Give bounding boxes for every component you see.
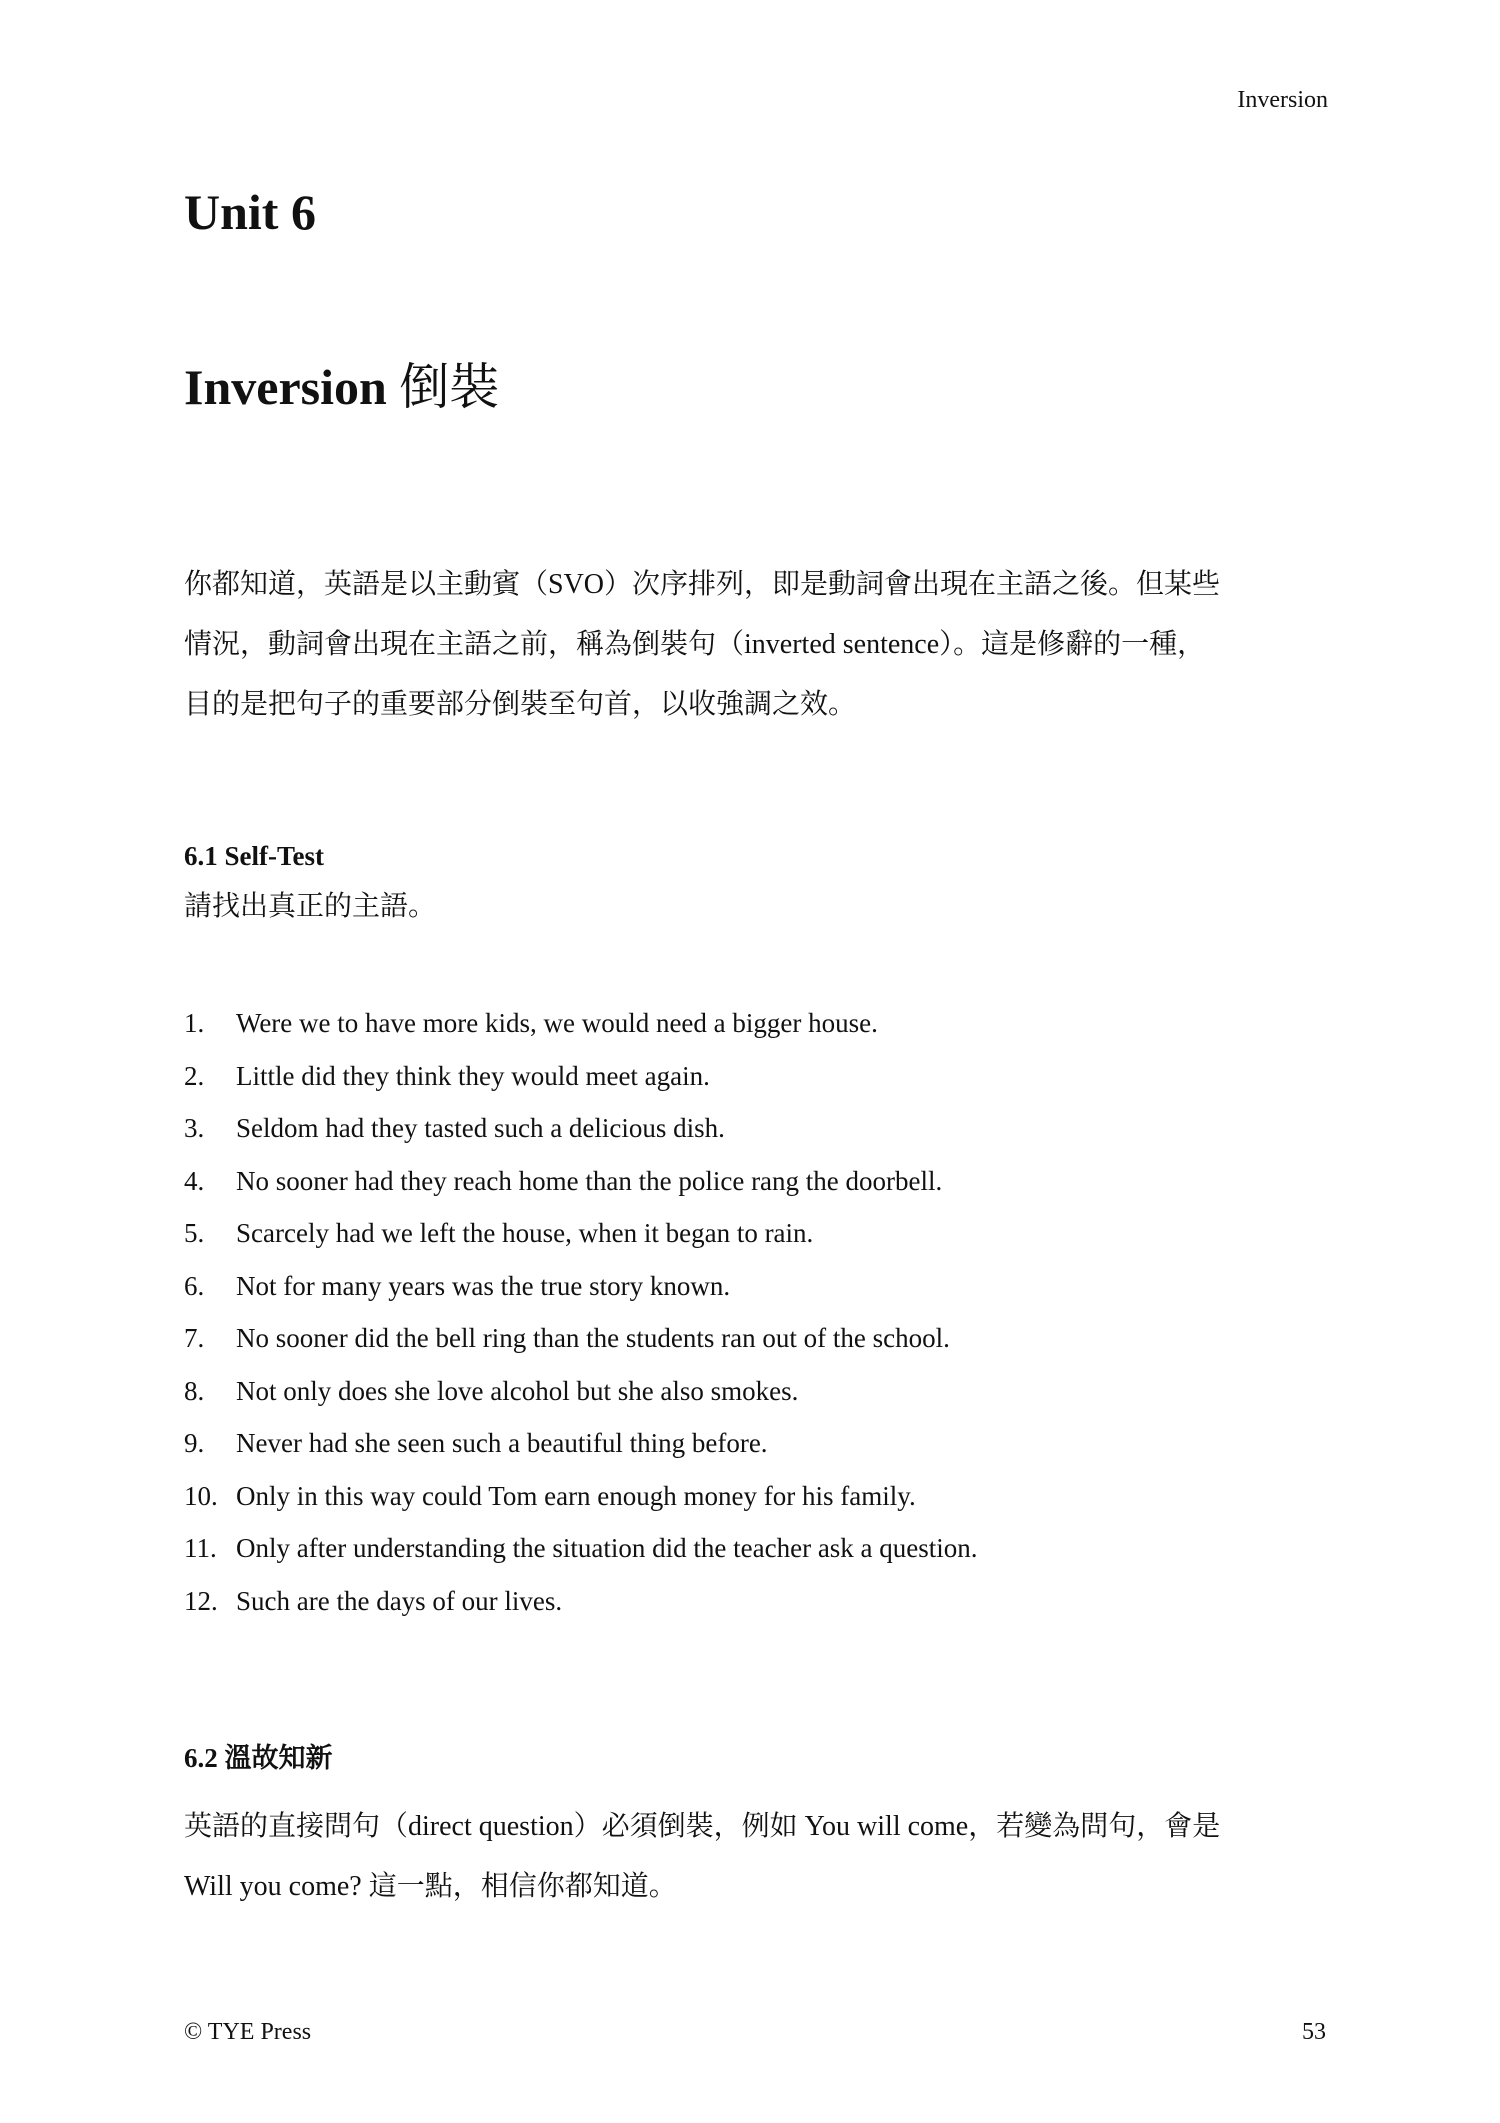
question-text: Only after understanding the situation did the teacher ask a question. xyxy=(236,1533,978,1563)
review-line: 英語的直接問句（direct question）必須倒裝，例如 You will come，若變為問句，會是 xyxy=(184,1811,1221,1842)
question-number: 3. xyxy=(184,1113,205,1143)
section-heading-review: 6.2 溫故知新 xyxy=(184,1743,333,1773)
chapter-title-chinese: 倒裝 xyxy=(399,359,500,415)
review-paragraph xyxy=(184,1797,1326,1917)
question-text: Not for many years was the true story known. xyxy=(236,1270,731,1301)
section-heading-self-test: 6.1 Self-Test xyxy=(184,841,324,871)
footer-page-number: 53 xyxy=(1302,2019,1326,2045)
self-test-instruction: 請找出真正的主語。 xyxy=(184,891,437,922)
question-text: No sooner had they reach home than the police rang the doorbell. xyxy=(236,1165,943,1196)
unit-title: Unit 6 xyxy=(184,184,316,240)
question-number: 8. xyxy=(184,1375,205,1406)
list-item xyxy=(184,1163,978,1216)
intro-line: 情況，動詞會出現在主語之前，稱為倒裝句（inverted sentence）。這是修辭的一種， xyxy=(184,629,1206,660)
question-number: 4. xyxy=(184,1165,205,1196)
question-text: Scarcely had we left the house, when it began to rain. xyxy=(236,1218,814,1248)
question-text: Little did they think they would meet again. xyxy=(236,1060,710,1091)
question-text: Never had she seen such a beautiful thing before. xyxy=(236,1428,768,1458)
list-item xyxy=(184,1425,978,1478)
question-number: 11. xyxy=(184,1533,217,1563)
list-item xyxy=(184,1268,978,1321)
question-number: 5. xyxy=(184,1218,205,1248)
list-item xyxy=(184,1110,978,1163)
question-text: Were we to have more kids, we would need a bigger house. xyxy=(236,1008,878,1038)
question-number: 9. xyxy=(184,1428,205,1458)
list-item xyxy=(184,1373,978,1426)
question-number: 10. xyxy=(184,1480,218,1511)
question-number: 7. xyxy=(184,1323,205,1353)
question-number: 6. xyxy=(184,1270,205,1301)
question-number: 2. xyxy=(184,1060,205,1091)
list-item xyxy=(184,1058,978,1111)
question-list xyxy=(184,1005,978,1635)
question-text: Such are the days of our lives. xyxy=(236,1585,563,1616)
list-item xyxy=(184,1215,978,1268)
intro-paragraph xyxy=(184,555,1326,735)
question-number: 12. xyxy=(184,1585,218,1616)
list-item xyxy=(184,1005,978,1058)
question-number: 1. xyxy=(184,1008,205,1038)
running-header: Inversion xyxy=(1237,87,1328,113)
review-line: Will you come? 這一點，相信你都知道。 xyxy=(184,1871,677,1902)
list-item xyxy=(184,1583,978,1636)
intro-line: 目的是把句子的重要部分倒裝至句首，以收強調之效。 xyxy=(184,689,857,720)
list-item xyxy=(184,1320,978,1373)
list-item xyxy=(184,1478,978,1531)
question-text: Only in this way could Tom earn enough money for his family. xyxy=(236,1480,916,1511)
question-text: No sooner did the bell ring than the students ran out of the school. xyxy=(236,1323,950,1353)
chapter-title-english: Inversion xyxy=(184,359,387,415)
list-item xyxy=(184,1530,978,1583)
question-text: Seldom had they tasted such a delicious dish. xyxy=(236,1113,725,1143)
chapter-title xyxy=(184,359,500,415)
question-text: Not only does she love alcohol but she also smokes. xyxy=(236,1375,799,1406)
footer-copyright: © TYE Press xyxy=(184,2019,312,2045)
intro-line: 你都知道，英語是以主動賓（SVO）次序排列，即是動詞會出現在主語之後。但某些 xyxy=(184,569,1221,600)
